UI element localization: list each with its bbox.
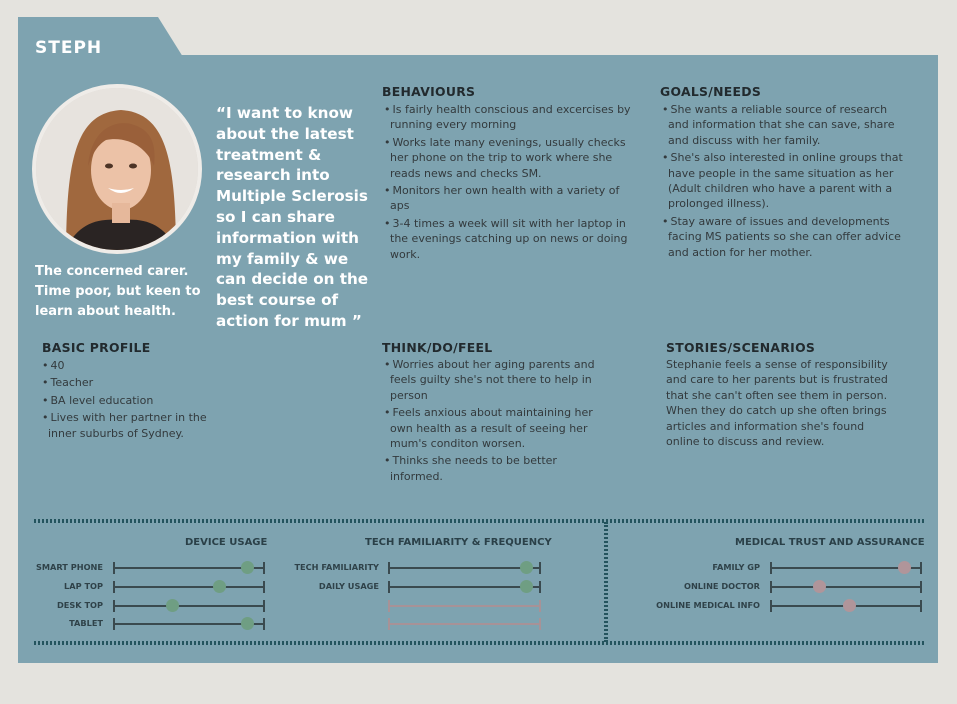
divider-bottom xyxy=(34,641,924,645)
list-item: • Is fairly health conscious and excercises by running every morning xyxy=(380,102,640,133)
rating-label: ONLINE DOCTOR xyxy=(684,581,760,591)
goals-heading: GOALS/NEEDS xyxy=(660,84,762,99)
stories-heading: STORIES/SCENARIOS xyxy=(666,340,816,355)
rating-knob xyxy=(520,561,533,574)
rating-knob xyxy=(241,617,254,630)
basic-profile-heading: BASIC PROFILE xyxy=(42,340,151,355)
list-item: • She wants a reliable source of research and information that she can save, share and discuss with her family. xyxy=(658,102,903,148)
goals-list xyxy=(658,102,903,262)
rating-slider xyxy=(770,586,922,588)
list-item: • Stay aware of issues and developments facing MS patients so she can offer advice and action for her mother. xyxy=(658,214,903,260)
divider-top xyxy=(34,519,924,523)
think-list xyxy=(380,357,605,486)
device-usage-heading: DEVICE USAGE xyxy=(185,537,268,548)
rating-slider xyxy=(388,567,541,569)
rating-slider xyxy=(113,623,265,625)
stories-text: Stephanie feels a sense of responsibility and care to her parents but is frustrated that she can't often see them in person. When they do catch up she often brings articles and information she's found online to discuss and review. xyxy=(666,358,888,449)
rating-knob xyxy=(813,580,826,593)
persona-name: STEPH xyxy=(35,38,103,58)
rating-slider xyxy=(388,586,541,588)
rating-label: ONLINE MEDICAL INFO xyxy=(656,600,760,610)
persona-quote: “I want to know about the latest treatment & research into Multiple Sclerosis so I can share information with my family & we can decide on the best course of action for mum ” xyxy=(216,104,369,330)
list-item: • 3-4 times a week will sit with her laptop in the evenings catching up on news or doing work. xyxy=(380,216,640,262)
rating-slider xyxy=(113,586,265,588)
rating-label: DESK TOP xyxy=(56,600,103,610)
list-item: • Teacher xyxy=(38,375,208,390)
list-item: • Monitors her own health with a variety of aps xyxy=(380,183,640,214)
rating-slider xyxy=(770,605,922,607)
think-heading: THINK/DO/FEEL xyxy=(382,340,493,355)
rating-label: LAP TOP xyxy=(64,581,103,591)
rating-knob xyxy=(520,580,533,593)
tech-heading: TECH FAMILIARITY & FREQUENCY xyxy=(365,537,552,548)
rating-knob xyxy=(843,599,856,612)
rating-slider xyxy=(113,605,265,607)
persona-avatar xyxy=(32,84,202,254)
list-item: • Lives with her partner in the inner suburbs of Sydney. xyxy=(38,410,208,441)
list-item: • BA level education xyxy=(38,393,208,408)
basic-profile-list xyxy=(38,358,208,443)
list-item: • Thinks she needs to be better informed. xyxy=(380,453,605,484)
rating-slider xyxy=(388,605,541,607)
rating-knob xyxy=(898,561,911,574)
list-item: • Feels anxious about maintaining her own health as a result of seeing her mum's conditon worsen. xyxy=(380,405,605,451)
behaviours-heading: BEHAVIOURS xyxy=(382,84,476,99)
behaviours-list xyxy=(380,102,640,264)
list-item: • 40 xyxy=(38,358,208,373)
trust-heading: MEDICAL TRUST AND ASSURANCE xyxy=(735,537,925,548)
rating-slider xyxy=(388,623,541,625)
rating-slider xyxy=(770,567,922,569)
rating-label: TABLET xyxy=(69,618,103,628)
rating-label: DAILY USAGE xyxy=(318,581,379,591)
list-item: • Worries about her aging parents and feels guilty she's not there to help in person xyxy=(380,357,605,403)
rating-slider xyxy=(113,567,265,569)
rating-label: FAMILY GP xyxy=(712,562,760,572)
persona-tagline: The concerned carer. Time poor, but keen to learn about health. xyxy=(35,264,201,319)
rating-label: TECH FAMILIARITY xyxy=(294,562,379,572)
divider-vertical xyxy=(604,522,608,642)
list-item: • Works late many evenings, usually checks her phone on the trip to work where she reads news and checks SM. xyxy=(380,135,640,181)
list-item: • She's also interested in online groups that have people in the same situation as her (Adult children who have a parent with a prolonged illness). xyxy=(658,150,903,212)
rating-knob xyxy=(241,561,254,574)
rating-label: SMART PHONE xyxy=(35,562,103,572)
